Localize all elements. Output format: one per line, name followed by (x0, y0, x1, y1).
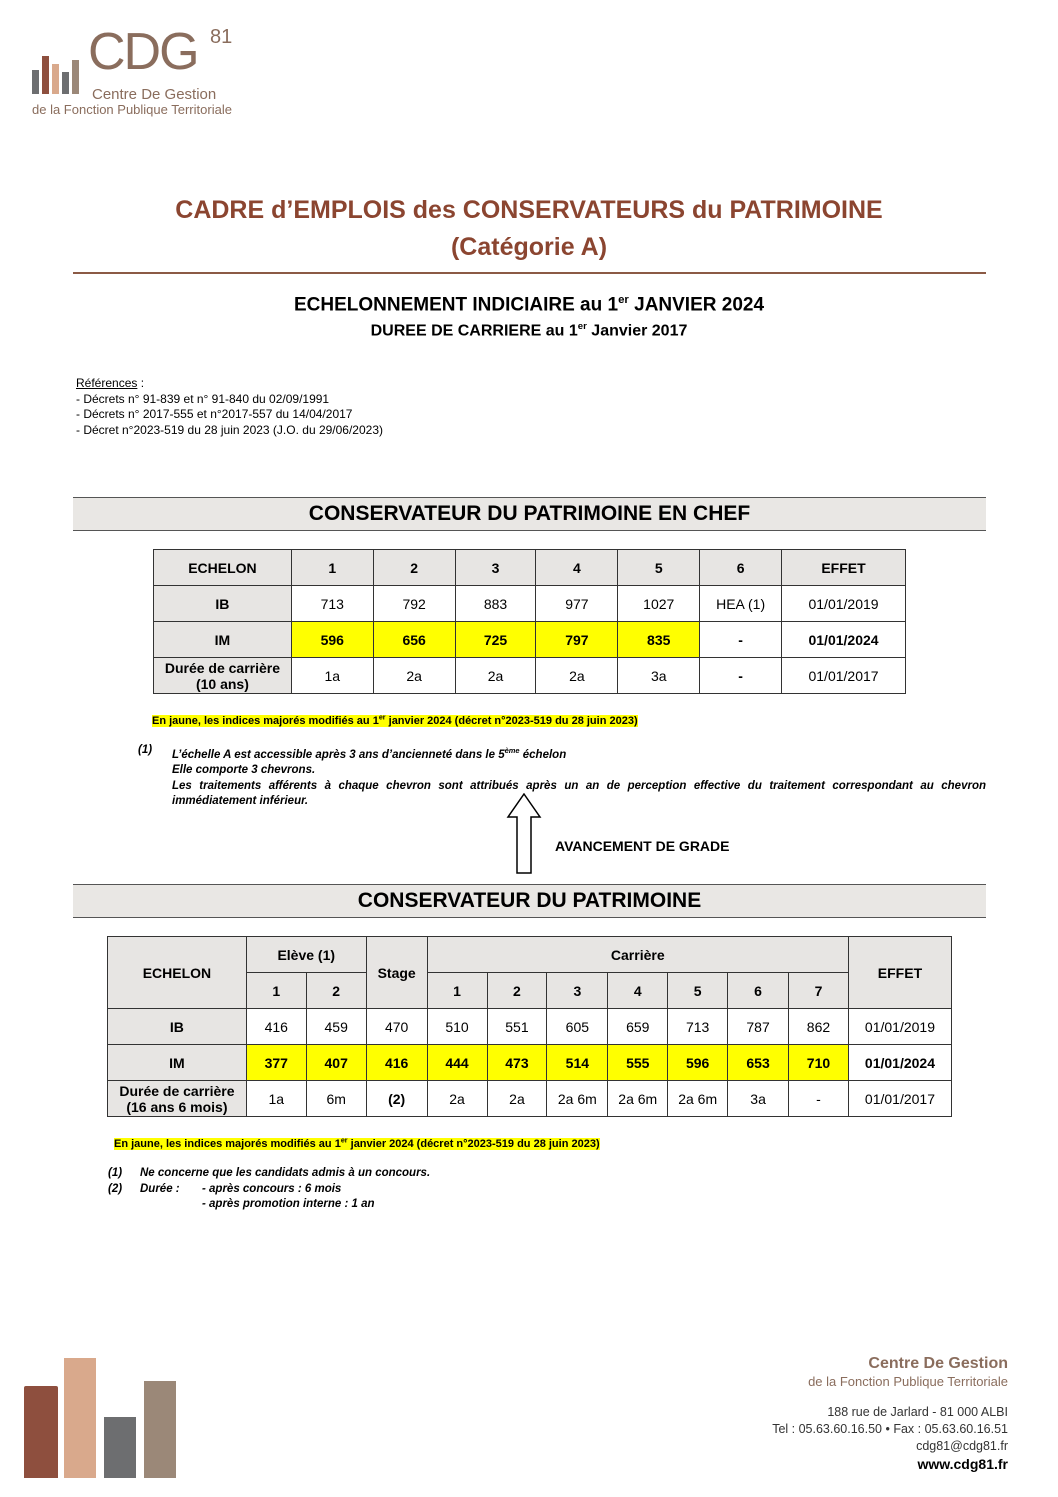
cell: 977 (536, 586, 618, 622)
footer-phone: Tel : 05.63.60.16.50 • Fax : 05.63.60.16.51 (772, 1422, 1008, 1436)
cell: 653 (728, 1045, 789, 1081)
cell: 407 (306, 1045, 366, 1081)
cell: 1a (291, 658, 373, 694)
cdg81-logo (30, 22, 250, 122)
cell: 713 (668, 1009, 728, 1045)
cell: 1027 (618, 586, 700, 622)
table-row-duree (108, 1081, 952, 1117)
cell: EFFET (848, 937, 951, 1009)
cell: (2) (366, 1081, 427, 1117)
logo-bar-1 (32, 70, 39, 94)
cell: 3a (618, 658, 700, 694)
cell: 2a (455, 658, 536, 694)
footer-bar-taupe (144, 1381, 176, 1478)
cell: 514 (547, 1045, 608, 1081)
cell: - (789, 1081, 849, 1117)
footnote-text: Ne concerne que les candidats admis à un concours. (140, 1167, 431, 1179)
cell: 862 (789, 1009, 849, 1045)
cell: 2a (373, 658, 455, 694)
cell: Durée de carrière (16 ans 6 mois) (108, 1081, 247, 1117)
cell: Durée de carrière (10 ans) (154, 658, 292, 694)
up-arrow-icon (506, 793, 542, 875)
cell: 2a (536, 658, 618, 694)
table-row-header (108, 937, 952, 973)
reference-item: - Décrets n° 2017-555 et n°2017-557 du 14/04/2017 (76, 407, 353, 421)
footer-name: Centre De Gestion (868, 1355, 1008, 1372)
logo-line2: de la Fonction Publique Territoriale (32, 102, 232, 117)
table-en-chef (153, 549, 906, 694)
cell: 596 (668, 1045, 728, 1081)
logo-bar-2 (42, 56, 49, 94)
cell: IM (154, 622, 292, 658)
cell: 1a (246, 1081, 306, 1117)
cell: 883 (455, 586, 536, 622)
cell: 4 (536, 550, 618, 586)
cell: 797 (536, 622, 618, 658)
cell: 01/01/2024 (782, 622, 906, 658)
table-row-ib (108, 1009, 952, 1045)
cell: 551 (487, 1009, 547, 1045)
cell: Elève (1) (246, 937, 366, 973)
cell: 710 (789, 1045, 849, 1081)
table-conservateur (107, 936, 952, 1117)
footnote-text: - après concours : 6 mois (202, 1182, 342, 1195)
table-row-duree (154, 658, 906, 694)
cell: 713 (291, 586, 373, 622)
cell: 2a (427, 1081, 487, 1117)
footer-email[interactable]: cdg81@cdg81.fr (916, 1439, 1008, 1453)
table-row-header (154, 550, 906, 586)
cell: 4 (608, 973, 668, 1009)
cell: 605 (547, 1009, 608, 1045)
logo-sup: 81 (210, 26, 233, 48)
footnote-echelle-a: (1) L’échelle A est accessible après 3 ans d’ancienneté dans le 5ème échelon Elle comporte 3 chevrons. Les traitements afférents à chaque chevron sont attribués après un an de perception effective du traitement correspondant au chevron immédiatement inférieur. (138, 744, 986, 808)
cell: 01/01/2019 (848, 1009, 951, 1045)
page-title: CADRE d’EMPLOIS des CONSERVATEURS du PATRIMOINE (175, 196, 883, 224)
logo-line1: Centre De Gestion (92, 86, 217, 103)
cell: 787 (728, 1009, 789, 1045)
cell: 5 (618, 550, 700, 586)
cell: 3a (728, 1081, 789, 1117)
cell: 3 (547, 973, 608, 1009)
footnotes-conservateur (108, 1166, 708, 1213)
cell: 1 (427, 973, 487, 1009)
references-heading: Références (76, 376, 138, 390)
cell: 835 (618, 622, 700, 658)
advancement-label: AVANCEMENT DE GRADE (555, 838, 730, 854)
reference-item: - Décret n°2023-519 du 28 juin 2023 (J.O. du 29/06/2023) (76, 422, 384, 437)
reference-item: - Décrets n° 91-839 et n° 91-840 du 02/09/1991 (76, 391, 330, 406)
cell: 2a 6m (668, 1081, 728, 1117)
cell: ECHELON (154, 550, 292, 586)
highlight-note-2: En jaune, les indices majorés modifiés au 1er janvier 2024 (décret n°2023-519 du 28 juin 2023) (114, 1136, 600, 1150)
cell: IB (108, 1009, 247, 1045)
cell: 473 (487, 1045, 547, 1081)
references: Références : - Décrets n° 91-839 et n° 91-840 du 02/09/1991 - Décrets n° 2017-555 et n°2017-557 du 14/04/2017 - Décret n°2023-519 du 28 juin 2023 (J.O. du 29/06/2023) (76, 376, 384, 437)
cell: - (700, 622, 782, 658)
cell: 2 (373, 550, 455, 586)
logo-bar-3 (52, 64, 59, 94)
cell: 01/01/2019 (782, 586, 906, 622)
cell: IB (154, 586, 292, 622)
subtitle-echelonnement: ECHELONNEMENT INDICIAIRE au 1er JANVIER 2024 (293, 294, 765, 316)
cell: 2a 6m (608, 1081, 668, 1117)
footer-bar-brown (24, 1386, 58, 1478)
title-divider (73, 272, 986, 274)
cell: 659 (608, 1009, 668, 1045)
cell: 416 (366, 1045, 427, 1081)
cell: 470 (366, 1009, 427, 1045)
footnote-text: - après promotion interne : 1 an (202, 1198, 375, 1210)
cell: 377 (246, 1045, 306, 1081)
cell: ECHELON (108, 937, 247, 1009)
cell: 2 (487, 973, 547, 1009)
footnote-number: (1) (108, 1167, 123, 1179)
cell: 1 (246, 973, 306, 1009)
page-title-category: (Catégorie A) (450, 233, 608, 261)
cell: 1 (291, 550, 373, 586)
logo-bar-5 (72, 60, 79, 94)
cell: 792 (373, 586, 455, 622)
footnote-number: (2) (108, 1182, 123, 1195)
cell: Carrière (427, 937, 848, 973)
cell: 444 (427, 1045, 487, 1081)
cell: 459 (306, 1009, 366, 1045)
cell: HEA (1) (700, 586, 782, 622)
logo-mark: CDG (88, 23, 198, 81)
cell: Stage (366, 937, 427, 1009)
cell: 2a (487, 1081, 547, 1117)
footnote-label: Durée : (140, 1182, 180, 1195)
cell: 5 (668, 973, 728, 1009)
footer-bar-tan (64, 1358, 96, 1478)
cell: 2 (306, 973, 366, 1009)
cell: 416 (246, 1009, 306, 1045)
cell: 6 (700, 550, 782, 586)
footer-bar-gray (104, 1417, 136, 1478)
cell: 7 (789, 973, 849, 1009)
section-heading-conservateur: CONSERVATEUR DU PATRIMOINE (73, 884, 986, 918)
cell: 596 (291, 622, 373, 658)
footer-name-sub: de la Fonction Publique Territoriale (808, 1374, 1008, 1389)
cell: 6 (728, 973, 789, 1009)
cell: 6m (306, 1081, 366, 1117)
cell: 01/01/2017 (782, 658, 906, 694)
footnote-number: (1) (138, 744, 153, 756)
cell: 656 (373, 622, 455, 658)
footer-website[interactable]: www.cdg81.fr (917, 1456, 1008, 1472)
highlight-note-1: En jaune, les indices majorés modifiés au 1er janvier 2024 (décret n°2023-519 du 28 juin 2023) (152, 713, 638, 727)
table-row-im (108, 1045, 952, 1081)
cell: 510 (427, 1009, 487, 1045)
cell: IM (108, 1045, 247, 1081)
cell: 01/01/2024 (848, 1045, 951, 1081)
subtitle-duree: DUREE DE CARRIERE au 1er Janvier 2017 (370, 321, 688, 340)
cell: 01/01/2017 (848, 1081, 951, 1117)
cell: 2a 6m (547, 1081, 608, 1117)
table-row-ib (154, 586, 906, 622)
footer-address: 188 rue de Jarlard - 81 000 ALBI (827, 1405, 1008, 1419)
table-row-im (154, 622, 906, 658)
cell: EFFET (782, 550, 906, 586)
logo-bar-4 (62, 72, 69, 94)
cell: 3 (455, 550, 536, 586)
cell: 725 (455, 622, 536, 658)
section-heading-en-chef: CONSERVATEUR DU PATRIMOINE EN CHEF (73, 497, 986, 531)
cell: - (700, 658, 782, 694)
cell: 555 (608, 1045, 668, 1081)
